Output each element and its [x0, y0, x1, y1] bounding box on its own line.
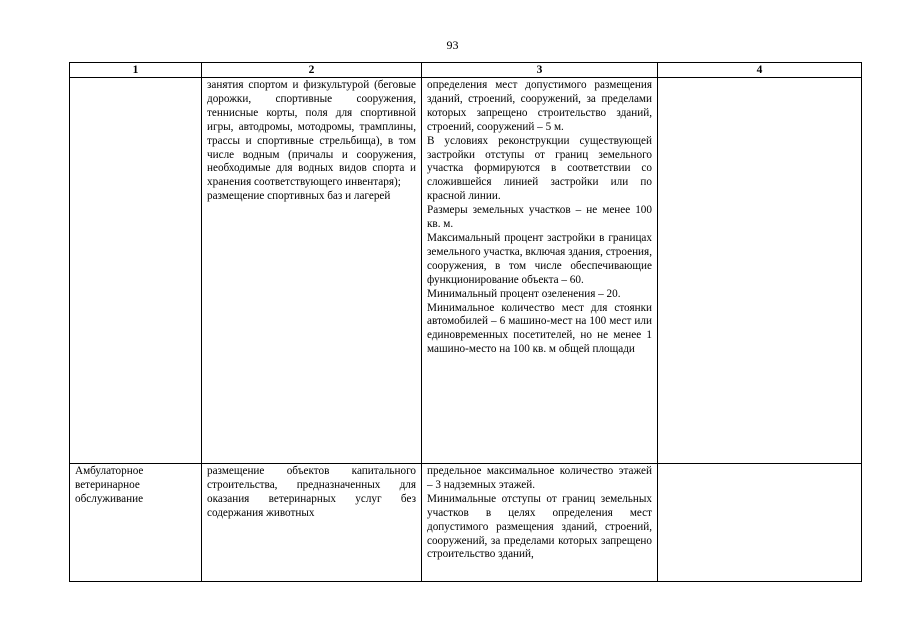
land-use-type-cell [70, 78, 202, 464]
parameter-paragraph: Минимальное количество мест для стоянки автомобилей – 6 машино-мест на 100 мест или единовременных посетителей, но не менее 1 машино-место на 100 кв. м общей площади [427, 301, 652, 356]
parameter-paragraph: В условиях реконструкции существующей застройки отступы от границ земельного участка формируются в соответствии со сложившейся линией застройки или по красной линии. [427, 134, 652, 203]
parameter-paragraph: определения мест допустимого размещения зданий, строений, сооружений, за пределами которых запрещено строительство зданий, строений, сооружений – 5 м. [427, 79, 652, 133]
regulations-table [69, 62, 862, 582]
parameter-paragraph: Минимальный процент озеленения – 20. [427, 287, 621, 300]
land-use-description-cell [202, 464, 422, 582]
notes-cell [658, 78, 862, 464]
land-use-description-cell [202, 78, 422, 464]
column-header-2: 2 [202, 63, 422, 78]
description-paragraph: размещение объектов капитального строительства, предназначенных для оказания ветеринарных услуг без содержания животных [207, 465, 416, 519]
parameter-paragraph: Минимальные отступы от границ земельных участков в целях определения мест допустимого размещения зданий, строений, сооружений, за пределами которых запрещено строительство зданий, [427, 492, 652, 561]
table-row [70, 78, 862, 464]
page-number: 93 [446, 38, 459, 52]
parameters-cell [422, 464, 658, 582]
column-header-3: 3 [422, 63, 658, 78]
parameter-paragraph: предельное максимальное количество этажей – 3 надземных этажей. [427, 465, 652, 491]
column-header-1: 1 [70, 63, 202, 78]
table-header-row [70, 63, 862, 78]
notes-cell [658, 464, 862, 582]
parameters-cell [422, 78, 658, 464]
parameter-paragraph: Максимальный процент застройки в границах земельного участка, включая здания, строения, сооружения, в том числе обеспечивающие функционирование объекта – 60. [427, 231, 652, 286]
land-use-type-cell: Амбулаторное ветеринарное обслуживание [70, 464, 202, 582]
parameter-paragraph: Размеры земельных участков – не менее 100 кв. м. [427, 204, 652, 231]
description-paragraph: размещение спортивных баз и лагерей [207, 190, 391, 203]
table-row [70, 464, 862, 582]
description-paragraph: занятия спортом и физкультурой (беговые дорожки, спортивные сооружения, теннисные корты, поля для спортивной игры, автодромы, мотодромы, трамплины, трассы и спортивные стрельбища), в том числе водным (причалы и сооружения, необходимые для водных видов спорта и хранения соответствующего инвентаря); [207, 79, 416, 189]
column-header-4: 4 [658, 63, 862, 78]
